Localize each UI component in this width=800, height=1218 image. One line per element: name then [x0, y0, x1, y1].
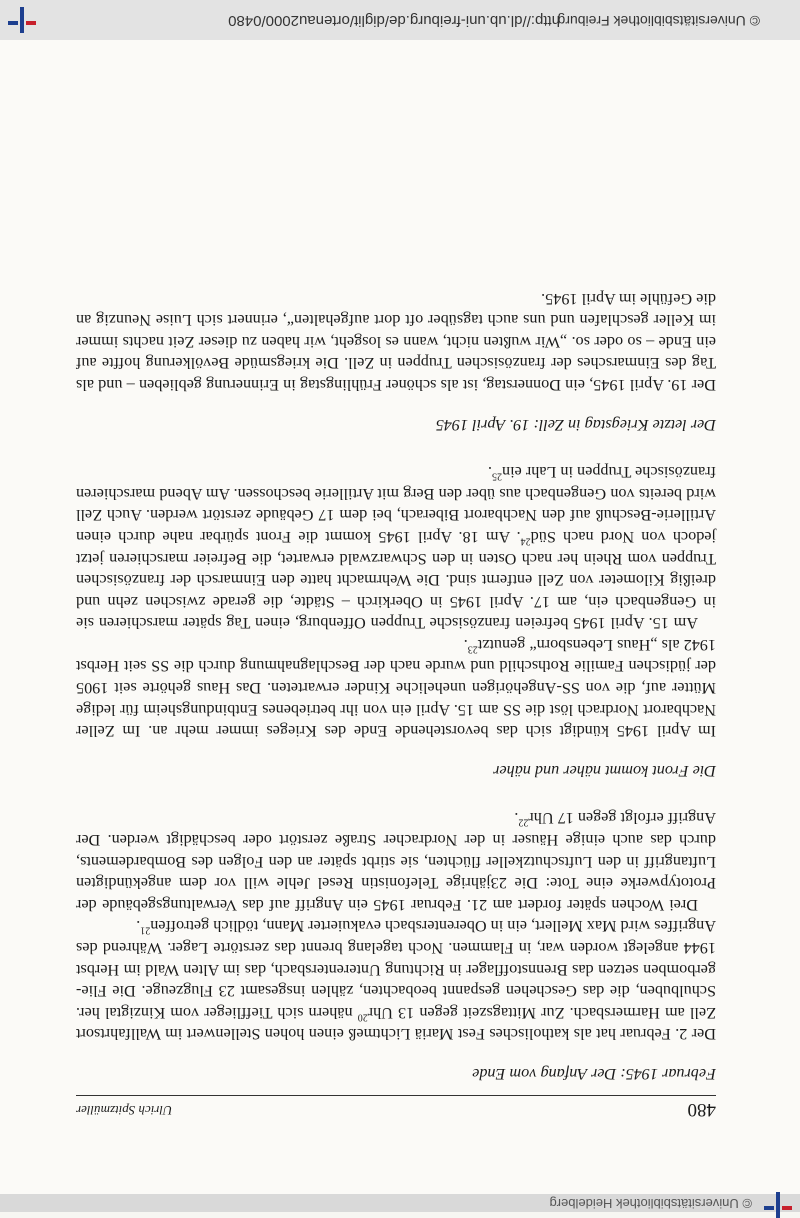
section-heading: Der letzte Kriegstag in Zell: 19. April 1945 [435, 415, 716, 434]
paragraph: Am 15. April 1945 befreien französische Truppen Offenburg, einen Tag später marschieren sie in Gengenbach ein, am 17. April 1945 in Oberkirch – Städte, die gerade zwischen zehn und dreißig Kilometer von Zell entfernt sind. Die Wehrmacht hatte den Einmarsch der französischen Truppen vom Rhein her nach Osten in den Schwarzwald erwartet, die Befreier marschieren jetzt jedoch von Nord nach Süd$^{24}$. Am 18. April 1945 kommt die Front spürbar nahe durch einen Artillerie-Beschuß auf den Nachbarort Biberach, bei dem 17 Gebäude zerstört werden. Auch Zell wird bereits von Gengenbach aus über den Berg mit Artillerie beschossen. Am Abend marschieren französische Truppen in Lahr ein$^{25}$. [76, 463, 716, 633]
paragraph: Der 2. Februar hat als katholisches Fest Mariä Lichtmeß einen hohen Stellenwert im Wallfahrtsort Zell am Harmersbach. Zur Mittagszeit gegen 13 Uhr$^{20}$ nähern sich Tiefflieger vom Kinzigtal her. Schulbuben, die das Geschehen gespannt beobachten, zählen insgesamt 23 Flugzeuge. Die Fliegerbomben setzen das Brennstofflager in Richtung Unterentersbach, das im Alten Wald im Herbst 1944 angelegt worden war, in Flammen. Noch tagelang brennt das zerstörte Lager. Während des Angriffes wird Max Mellert, ein in Oberentersbach evakuierter Mann, tödlich getroffen$^{21}$. [76, 917, 716, 1044]
article-body [76, 287, 716, 1084]
footnote-ref: 22 [518, 816, 529, 828]
footer-bar [0, 0, 800, 40]
footnote-ref: 20 [357, 1011, 368, 1023]
paragraph: Der 19. April 1945, ein Donnerstag, ist als schöner Frühlingstag in Erinnerung geblieben – und als Tag des Einmarsches der französischen Truppen in Zell. Die kriegsmüde Bevölkerung hoffte auf ein Ende – so oder so. „Wir wußten nicht, wann es losgeht, wir haben zu dieser Zeit nachts immer im Keller geschlafen und uns auch tagsüber oft dort aufgehalten“, erinnert sich Luise Neunzig an die Gefühle im April 1945. [76, 289, 716, 394]
footnote-ref: 23 [467, 643, 478, 655]
top-watermark-strip [0, 1194, 800, 1212]
running-head: Ulrich Spitzmüller [76, 1103, 173, 1118]
top-institution-text: © Universitätsbibliothek Heidelberg [549, 1196, 752, 1211]
library-logo-icon [8, 7, 36, 33]
section-heading: Die Front kommt näher und näher [493, 761, 716, 780]
footnote-ref: 21 [140, 924, 151, 936]
library-logo-icon [764, 1192, 792, 1218]
paragraph: Drei Wochen später fordert am 21. Februar 1945 ein Angriff auf das Verwaltungsgebäude der Prototypwerke eine Tote: Die 23jährige Telefonistin Resel Jehle will vor dem angekündigten Luftangriff in den Luftschutzkeller flüchten, sie stirbt später an den Folgen des Bombardements, durch das auch einige Häuser in der Nordracher Straße zerstört oder beschädigt werden. Der Angriff erfolgt gegen 17 Uhr$^{22}$. [76, 809, 716, 914]
paragraph: Im April 1945 kündigt sich das bevorstehende Ende des Krieges immer mehr an. Im Zeller Nachbarort Nordrach löst die SS am 15. April ein von ihr betriebenes Entbindungsheim für ledige Mütter auf, die von SS-Angehörigen uneheliche Kinder erwarteten. Das Haus gehörte seit 1905 der jüdischen Familie Rothschild und wurde nach der Beschlagnahmung durch die SS seit Herbst 1942 als „Haus Lebensborn“ genutzt$^{23}$. [76, 635, 716, 741]
footnote-ref: 25 [492, 470, 502, 482]
section-heading: Februar 1945: Der Anfang vom Ende [472, 1065, 716, 1083]
footnote-ref: 24 [520, 535, 531, 547]
page-header [76, 1095, 716, 1124]
footer-url[interactable]: http://dl.ub.uni-freiburg.de/diglit/ortenau2000/0480 [228, 12, 560, 29]
page-number: 480 [687, 1099, 716, 1120]
footer-institution: © Universitätsbibliothek Freiburg [557, 13, 760, 29]
